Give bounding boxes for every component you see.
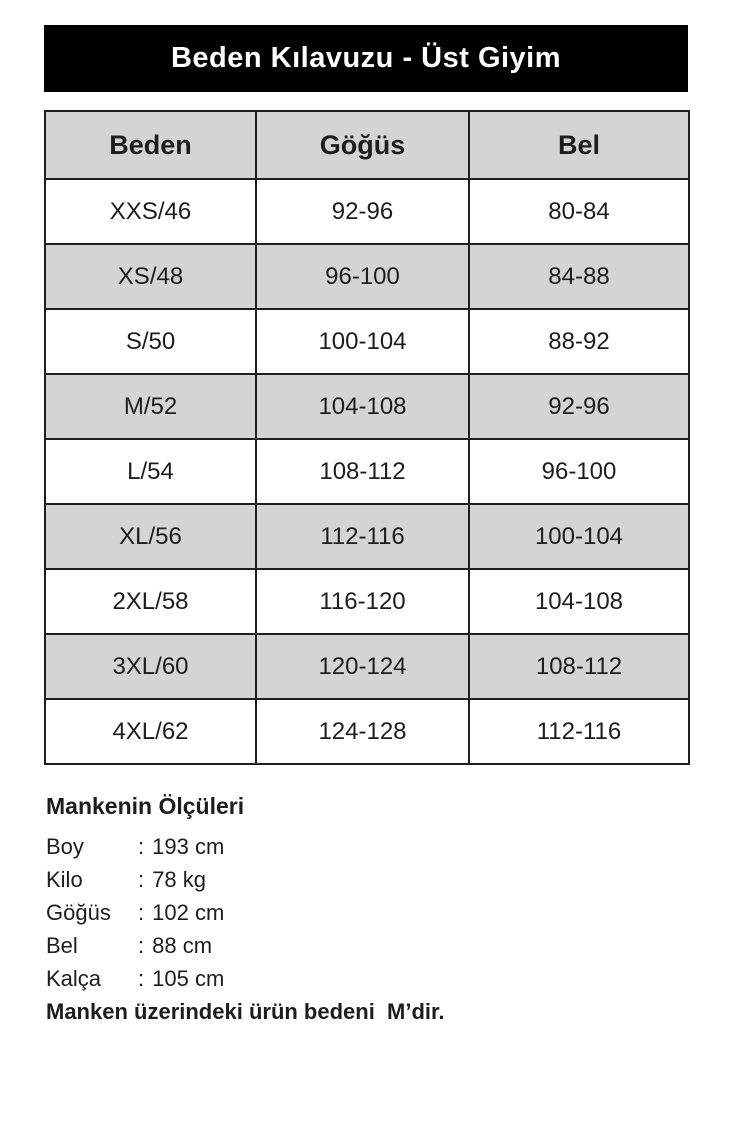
size-chart-table [44, 110, 690, 765]
measurement-separator: : [138, 867, 145, 892]
chest-cell: 104-108 [256, 374, 469, 439]
model-measurements-heading: Mankenin Ölçüleri [46, 793, 245, 819]
column-header-gogus: Göğüs [256, 111, 469, 179]
table-row [45, 179, 689, 244]
measurement-row [46, 830, 730, 863]
measurement-label: Kalça [46, 966, 102, 991]
measurement-row [46, 896, 730, 929]
waist-cell: 100-104 [469, 504, 689, 569]
size-cell: 3XL/60 [45, 634, 256, 699]
page-title: Beden Kılavuzu - Üst Giyim [170, 42, 562, 74]
size-guide-title-bar [44, 25, 688, 92]
measurement-value: 102 cm [152, 900, 225, 925]
header-row [45, 111, 689, 179]
measurement-label: Boy [46, 834, 84, 859]
measurement-separator: : [138, 834, 145, 859]
waist-cell: 88-92 [469, 309, 689, 374]
size-cell: XS/48 [45, 244, 256, 309]
table-row [45, 699, 689, 764]
table-row [45, 504, 689, 569]
size-cell: XXS/46 [45, 179, 256, 244]
measurement-label: Göğüs [46, 900, 111, 925]
measurement-label: Kilo [46, 867, 83, 892]
model-measurements-section [46, 793, 730, 1028]
chest-cell: 92-96 [256, 179, 469, 244]
waist-cell: 92-96 [469, 374, 689, 439]
measurement-value: 193 cm [152, 834, 225, 859]
table-row [45, 634, 689, 699]
waist-cell: 112-116 [469, 699, 689, 764]
chest-cell: 100-104 [256, 309, 469, 374]
measurement-value: 105 cm [152, 966, 225, 991]
chest-cell: 124-128 [256, 699, 469, 764]
measurement-value: 88 cm [152, 933, 213, 958]
measurement-separator: : [138, 900, 145, 925]
product-size-note: Manken üzerindeki ürün bedeni M’dir. [46, 999, 445, 1024]
size-cell: L/54 [45, 439, 256, 504]
size-cell: 2XL/58 [45, 569, 256, 634]
size-guide [44, 25, 688, 765]
size-cell: M/52 [45, 374, 256, 439]
measurement-row [46, 962, 730, 995]
waist-cell: 104-108 [469, 569, 689, 634]
measurement-separator: : [138, 966, 145, 991]
chest-cell: 116-120 [256, 569, 469, 634]
measurement-separator: : [138, 933, 145, 958]
waist-cell: 108-112 [469, 634, 689, 699]
chest-cell: 96-100 [256, 244, 469, 309]
column-header-bel: Bel [469, 111, 689, 179]
chest-cell: 108-112 [256, 439, 469, 504]
waist-cell: 84-88 [469, 244, 689, 309]
column-header-beden: Beden [45, 111, 256, 179]
size-cell: XL/56 [45, 504, 256, 569]
waist-cell: 80-84 [469, 179, 689, 244]
table-row [45, 439, 689, 504]
size-cell: 4XL/62 [45, 699, 256, 764]
measurement-row [46, 863, 730, 896]
table-row [45, 309, 689, 374]
chest-cell: 112-116 [256, 504, 469, 569]
chest-cell: 120-124 [256, 634, 469, 699]
size-cell: S/50 [45, 309, 256, 374]
measurement-value: 78 kg [152, 867, 206, 892]
table-row [45, 374, 689, 439]
waist-cell: 96-100 [469, 439, 689, 504]
measurement-label: Bel [46, 933, 78, 958]
measurement-row [46, 929, 730, 962]
table-row [45, 244, 689, 309]
table-row [45, 569, 689, 634]
